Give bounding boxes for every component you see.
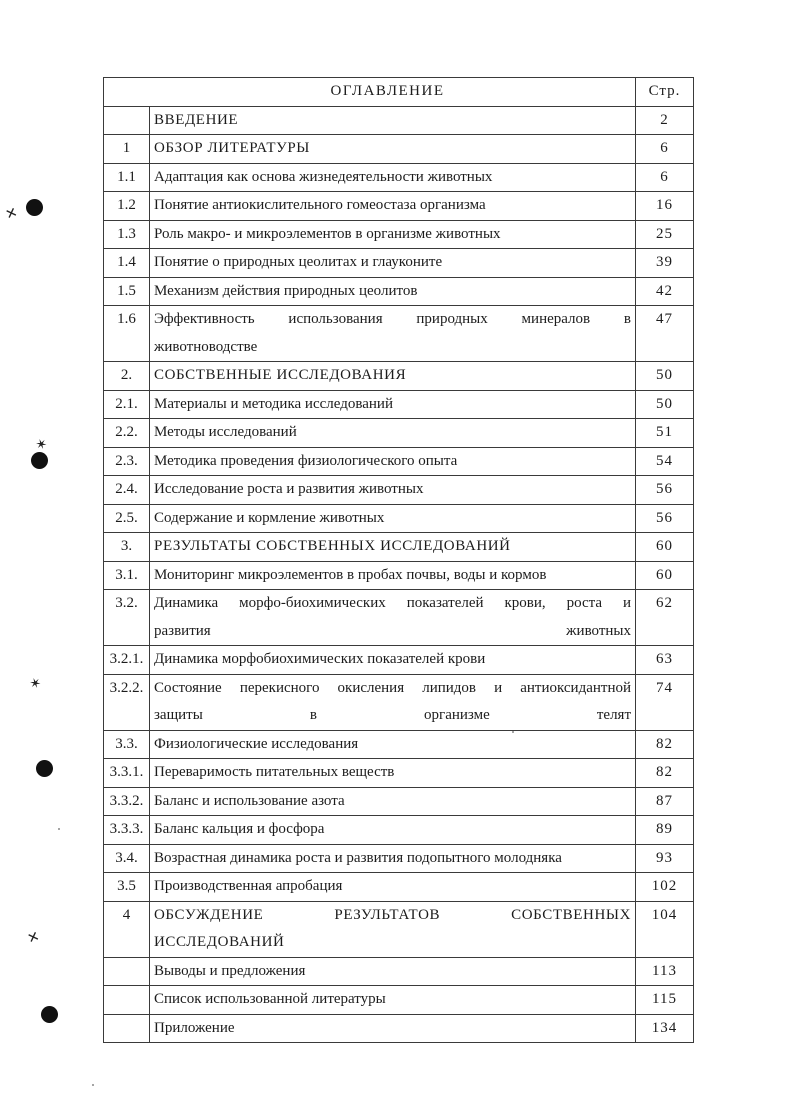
section-title: Исследование роста и развития животных [150, 476, 636, 505]
toc-row [104, 986, 694, 1015]
section-title-line: Динамика морфо-биохимических показателей крови, роста и [154, 595, 632, 611]
section-title: Материалы и методика исследований [150, 390, 636, 419]
punch-hole [41, 1006, 58, 1023]
page-number: 87 [636, 787, 694, 816]
section-number: 3.2.2. [104, 674, 150, 730]
section-title: Адаптация как основа жизнедеятельности животных [150, 163, 636, 192]
page-number: 51 [636, 419, 694, 448]
section-number: 3.3.1. [104, 759, 150, 788]
section-title-line: Эффективность использования природных минералов в [154, 311, 632, 327]
section-number: 2. [104, 362, 150, 391]
page-number: 50 [636, 362, 694, 391]
section-number: 1.5 [104, 277, 150, 306]
section-title: Роль макро- и микроэлементов в организме животных [150, 220, 636, 249]
scan-mark: ✶ [33, 436, 50, 455]
section-number: 3.5 [104, 873, 150, 902]
toc-row [104, 476, 694, 505]
scan-mark: ✶ [27, 675, 44, 694]
toc-row [104, 447, 694, 476]
section-number: 1.4 [104, 249, 150, 278]
section-title [150, 590, 636, 646]
page-number: 93 [636, 844, 694, 873]
toc-row [104, 419, 694, 448]
section-title: ОБЗОР ЛИТЕРАТУРЫ [150, 135, 636, 164]
toc-row [104, 590, 694, 646]
section-number: 2.4. [104, 476, 150, 505]
toc-row [104, 249, 694, 278]
page-number: 74 [636, 674, 694, 730]
page-number: 113 [636, 957, 694, 986]
page-number: 104 [636, 901, 694, 957]
section-title: Баланс и использование азота [150, 787, 636, 816]
section-title: Переваримость питательных веществ [150, 759, 636, 788]
section-title: СОБСТВЕННЫЕ ИССЛЕДОВАНИЯ [150, 362, 636, 391]
section-number: 3.2. [104, 590, 150, 646]
toc-row [104, 135, 694, 164]
section-title: ВВЕДЕНИЕ [150, 106, 636, 135]
toc-row [104, 787, 694, 816]
section-number [104, 986, 150, 1015]
page-number: 6 [636, 135, 694, 164]
section-title: Содержание и кормление животных [150, 504, 636, 533]
section-title-line: ИССЛЕДОВАНИЙ [154, 934, 285, 950]
section-number: 2.2. [104, 419, 150, 448]
section-number: 1.6 [104, 306, 150, 362]
scan-speck [92, 1084, 94, 1086]
toc-heading: ОГЛАВЛЕНИЕ [104, 78, 636, 107]
toc-row [104, 1014, 694, 1043]
page-number: 54 [636, 447, 694, 476]
toc-row [104, 504, 694, 533]
scan-mark: ✕ [25, 929, 42, 948]
section-number: 3.4. [104, 844, 150, 873]
section-title: Возрастная динамика роста и развития подопытного молодняка [150, 844, 636, 873]
page-number: 115 [636, 986, 694, 1015]
toc-row [104, 561, 694, 590]
scan-speck [58, 828, 60, 830]
toc-row [104, 646, 694, 675]
page-number: 50 [636, 390, 694, 419]
page-number: 6 [636, 163, 694, 192]
page-number: 60 [636, 561, 694, 590]
section-number: 3.3.3. [104, 816, 150, 845]
section-title-line: животноводстве [154, 338, 258, 355]
toc-row [104, 192, 694, 221]
page-number: 47 [636, 306, 694, 362]
section-number: 1.1 [104, 163, 150, 192]
page-number: 60 [636, 533, 694, 562]
punch-hole [36, 760, 53, 777]
page-number: 16 [636, 192, 694, 221]
page-number: 25 [636, 220, 694, 249]
section-number: 1.2 [104, 192, 150, 221]
toc-row [104, 674, 694, 730]
toc-row [104, 844, 694, 873]
toc-row [104, 306, 694, 362]
toc-row [104, 362, 694, 391]
section-title [150, 901, 636, 957]
table-of-contents [103, 77, 694, 1043]
section-title-line: ОБСУЖДЕНИЕ РЕЗУЛЬТАТОВ СОБСТВЕННЫХ [154, 906, 632, 923]
toc-header-row [104, 78, 694, 107]
section-title: Приложение [150, 1014, 636, 1043]
section-title: Выводы и предложения [150, 957, 636, 986]
section-title: Механизм действия природных цеолитов [150, 277, 636, 306]
toc-row [104, 759, 694, 788]
toc-row [104, 390, 694, 419]
section-title: Динамика морфобиохимических показателей крови [150, 646, 636, 675]
toc-row [104, 277, 694, 306]
toc-row [104, 873, 694, 902]
page-number: 56 [636, 504, 694, 533]
page-number: 134 [636, 1014, 694, 1043]
toc-row [104, 533, 694, 562]
section-title [150, 674, 636, 730]
section-title: РЕЗУЛЬТАТЫ СОБСТВЕННЫХ ИССЛЕДОВАНИЙ [150, 533, 636, 562]
toc-row [104, 957, 694, 986]
page-number: 2 [636, 106, 694, 135]
page-number: 62 [636, 590, 694, 646]
toc-row [104, 730, 694, 759]
section-title: Физиологические исследования [150, 730, 636, 759]
page-number: 39 [636, 249, 694, 278]
page-number: 56 [636, 476, 694, 505]
page-column-heading: Стр. [636, 78, 694, 107]
section-number: 2.5. [104, 504, 150, 533]
section-number: 3.1. [104, 561, 150, 590]
section-number: 2.3. [104, 447, 150, 476]
page-number: 102 [636, 873, 694, 902]
toc-row [104, 163, 694, 192]
toc-row [104, 901, 694, 957]
section-title-line: Состояние перекисного окисления липидов и антиоксидантной [154, 679, 632, 696]
section-title: Баланс кальция и фосфора [150, 816, 636, 845]
section-title-line: развития животных [154, 622, 632, 639]
section-number [104, 106, 150, 135]
section-number [104, 1014, 150, 1043]
punch-hole [26, 199, 43, 216]
section-number: 2.1. [104, 390, 150, 419]
section-title: Понятие о природных цеолитах и глауконите [150, 249, 636, 278]
section-title: Методы исследований [150, 419, 636, 448]
page-number: 82 [636, 759, 694, 788]
toc-row [104, 816, 694, 845]
page-number: 89 [636, 816, 694, 845]
section-title: Понятие антиокислительного гомеостаза организма [150, 192, 636, 221]
scan-mark: ✕ [3, 205, 20, 224]
section-number: 1.3 [104, 220, 150, 249]
section-number: 3.3.2. [104, 787, 150, 816]
page-number: 82 [636, 730, 694, 759]
section-title: Производственная апробация [150, 873, 636, 902]
section-number: 3.3. [104, 730, 150, 759]
section-title [150, 306, 636, 362]
section-title-line: защиты в организме телят [154, 707, 632, 723]
section-number: 4 [104, 901, 150, 957]
section-number: 3. [104, 533, 150, 562]
page-number: 63 [636, 646, 694, 675]
page-number: 42 [636, 277, 694, 306]
toc-row [104, 220, 694, 249]
section-title: Список использованной литературы [150, 986, 636, 1015]
section-number: 3.2.1. [104, 646, 150, 675]
section-number: 1 [104, 135, 150, 164]
section-number [104, 957, 150, 986]
section-title: Мониторинг микроэлементов в пробах почвы, воды и кормов [150, 561, 636, 590]
section-title: Методика проведения физиологического опыта [150, 447, 636, 476]
toc-row [104, 106, 694, 135]
